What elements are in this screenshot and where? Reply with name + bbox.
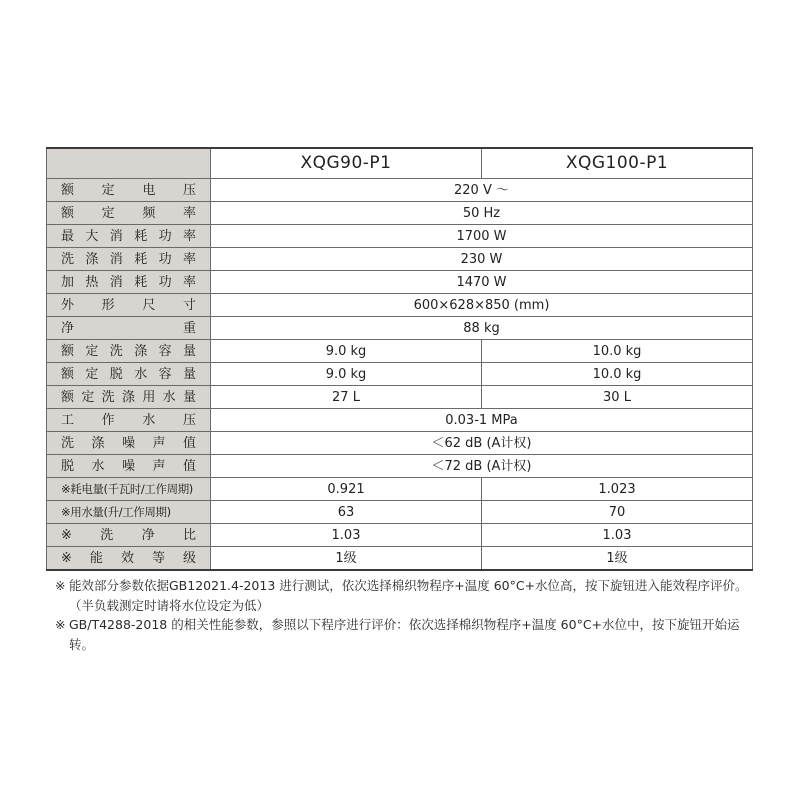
spec-label: 洗涤噪声值 xyxy=(47,432,211,455)
spec-value-shared: 0.03-1 MPa xyxy=(211,409,753,432)
spec-value-model-a: 9.0 kg xyxy=(211,340,482,363)
spec-label: 加热消耗功率 xyxy=(47,271,211,294)
spec-label: 额定脱水容量 xyxy=(47,363,211,386)
spec-value-model-a: 1级 xyxy=(211,547,482,571)
spec-row xyxy=(47,455,753,478)
spec-row xyxy=(47,202,753,225)
footnote-text: 能效部分参数依据GB12021.4-2013 进行测试，依次选择棉织物程序+温度 60°C+水位高，按下旋钮进入能效程序评价。（半负载测定时请将水位设定为低） xyxy=(69,578,748,613)
spec-row xyxy=(47,340,753,363)
spec-table xyxy=(46,147,753,571)
spec-row xyxy=(47,271,753,294)
spec-value-shared: 230 W xyxy=(211,248,753,271)
model-name-b: XQG100-P1 xyxy=(482,148,753,179)
spec-value-model-a: 1.03 xyxy=(211,524,482,547)
spec-label: ※用水量(升/工作周期) xyxy=(47,501,211,524)
spec-row xyxy=(47,363,753,386)
spec-value-model-b: 70 xyxy=(482,501,753,524)
spec-label: 脱水噪声值 xyxy=(47,455,211,478)
spec-label: 额定频率 xyxy=(47,202,211,225)
spec-row xyxy=(47,225,753,248)
spec-row xyxy=(47,409,753,432)
spec-value-shared: 88 kg xyxy=(211,317,753,340)
footnotes xyxy=(55,576,755,654)
spec-value-model-b: 30 L xyxy=(482,386,753,409)
spec-body xyxy=(47,179,753,571)
spec-value-shared: 50 Hz xyxy=(211,202,753,225)
spec-row xyxy=(47,524,753,547)
spec-row xyxy=(47,248,753,271)
spec-value-shared: 1470 W xyxy=(211,271,753,294)
spec-label: 洗涤消耗功率 xyxy=(47,248,211,271)
spec-label: 额定洗涤用水量 xyxy=(47,386,211,409)
spec-value-shared: ＜62 dB (A计权) xyxy=(211,432,753,455)
spec-row xyxy=(47,478,753,501)
spec-label: 净重 xyxy=(47,317,211,340)
spec-label: 工作水压 xyxy=(47,409,211,432)
spec-row xyxy=(47,179,753,202)
spec-value-model-a: 9.0 kg xyxy=(211,363,482,386)
footnote-mark: ※ xyxy=(55,617,66,632)
spec-value-shared: 1700 W xyxy=(211,225,753,248)
spec-row xyxy=(47,386,753,409)
model-name-a: XQG90-P1 xyxy=(211,148,482,179)
spec-label: ※耗电量(千瓦时/工作周期) xyxy=(47,478,211,501)
spec-value-shared: ＜72 dB (A计权) xyxy=(211,455,753,478)
spec-row xyxy=(47,501,753,524)
footnote-item xyxy=(55,615,755,654)
spec-value-model-a: 27 L xyxy=(211,386,482,409)
spec-row xyxy=(47,294,753,317)
model-header-row xyxy=(47,148,753,179)
spec-value-model-b: 10.0 kg xyxy=(482,363,753,386)
spec-label: 最大消耗功率 xyxy=(47,225,211,248)
footnote-mark: ※ xyxy=(55,578,66,593)
spec-row xyxy=(47,547,753,571)
spec-value-model-b: 1.03 xyxy=(482,524,753,547)
corner-cell xyxy=(47,148,211,179)
spec-value-model-b: 1.023 xyxy=(482,478,753,501)
spec-value-model-b: 1级 xyxy=(482,547,753,571)
spec-row xyxy=(47,432,753,455)
spec-value-shared: 600×628×850 (mm) xyxy=(211,294,753,317)
spec-value-model-a: 63 xyxy=(211,501,482,524)
spec-label: 额定洗涤容量 xyxy=(47,340,211,363)
spec-label: 外形尺寸 xyxy=(47,294,211,317)
spec-label: 额定电压 xyxy=(47,179,211,202)
spec-value-model-b: 10.0 kg xyxy=(482,340,753,363)
footnote-item xyxy=(55,576,755,615)
spec-label: ※洗净比 xyxy=(47,524,211,547)
spec-value-model-a: 0.921 xyxy=(211,478,482,501)
spec-value-shared: 220 V ～ xyxy=(211,179,753,202)
spec-row xyxy=(47,317,753,340)
footnote-text: GB/T4288-2018 的相关性能参数，参照以下程序进行评价：依次选择棉织物程序+温度 60°C+水位中，按下旋钮开始运转。 xyxy=(69,617,740,652)
spec-label: ※能效等级 xyxy=(47,547,211,571)
